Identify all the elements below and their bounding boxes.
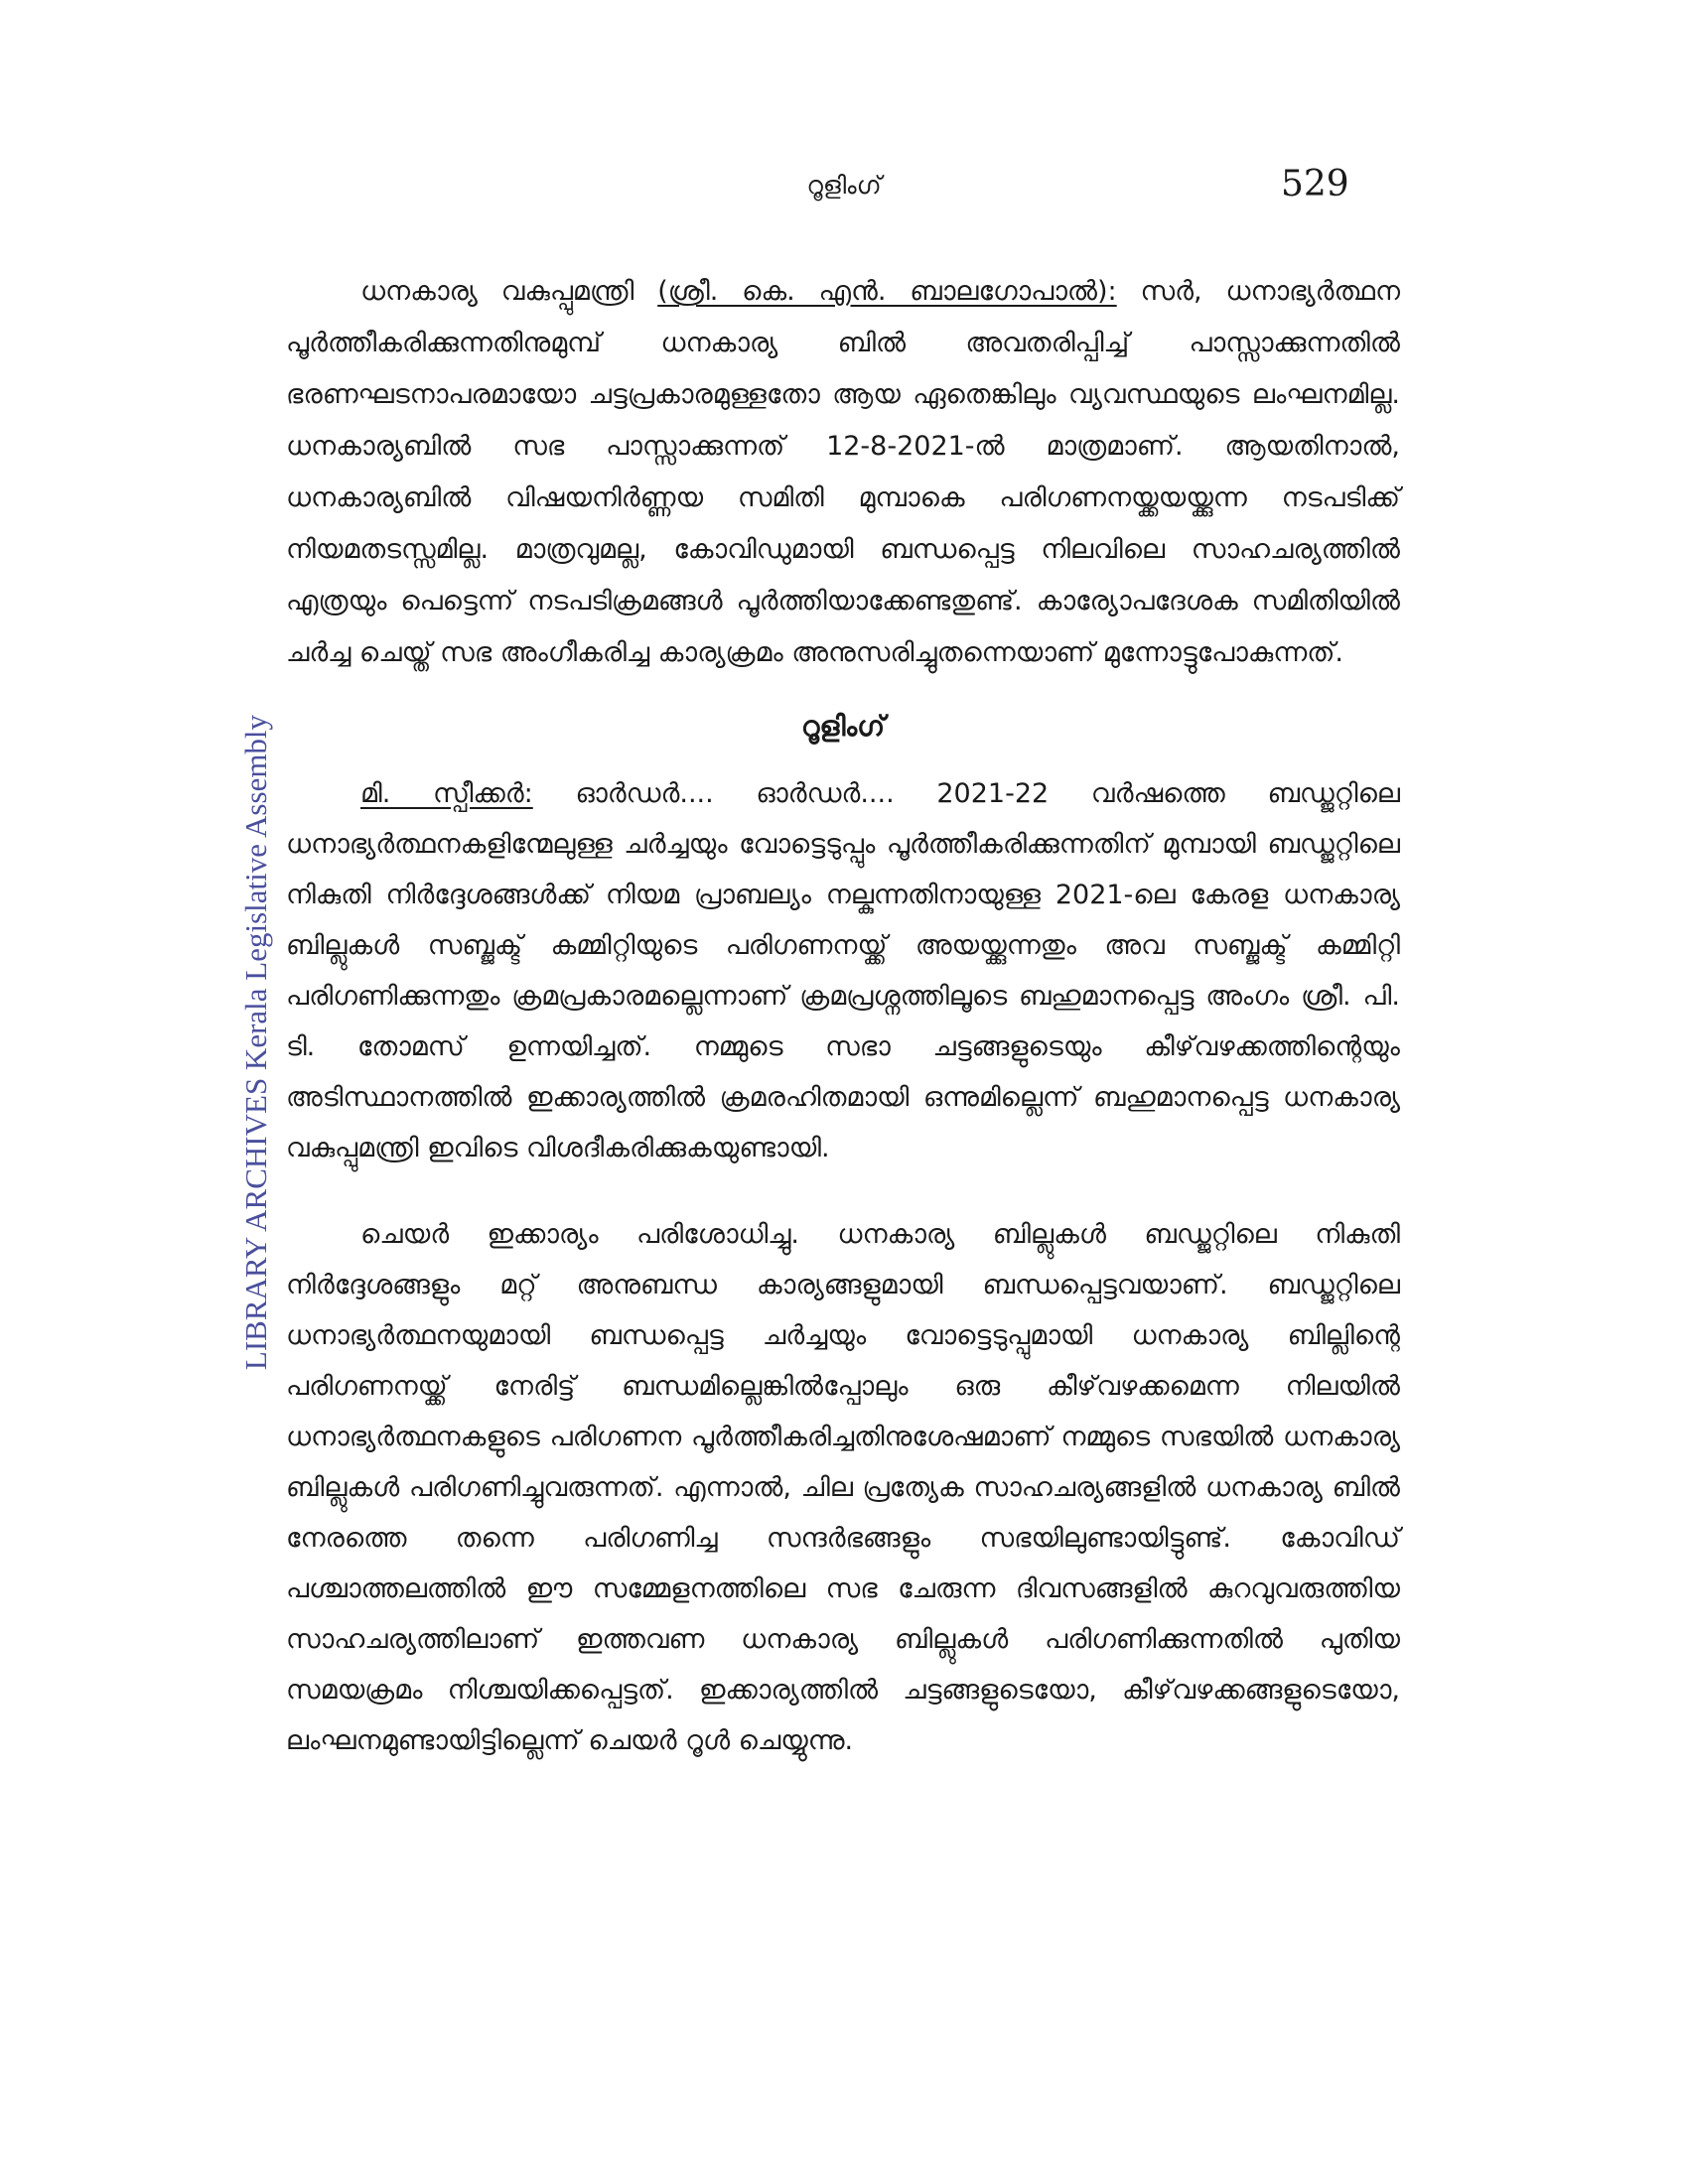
paragraph-spacer [286,1173,1400,1209]
section-heading: റൂളിംഗ് [800,710,886,743]
speaker-prefix: ധനകാര്യ വകുപ്പുമന്ത്രി [360,276,658,307]
ruling-intro-text: ഓർഡർ.... ഓർഡർ.... 2021-22 വർഷത്തെ ബഡ്ജറ്റിലെ ധനാഭ്യർത്ഥനകളിന്മേലുള്ള ചർച്ചയും വോട്ടെടുപ്പും പൂർത്തീകരിക്കുന്നതിന് മുമ്പായി ബഡ്ജറ്റിലെ നികുതി നിർദ്ദേശങ്ങൾക്ക് നിയമ പ്രാബല്യം നല്കുന്നതിനായുള്ള 2021-ലെ കേരള ധനകാര്യ ബില്ലുകൾ സബ്ജക്ട് കമ്മിറ്റിയുടെ പരിഗണനയ്ക്ക് അയയ്ക്കുന്നതും അവ സബ്ജക്ട് കമ്മിറ്റി പരിഗണിക്കുന്നതും ക്രമപ്രകാരമല്ലെന്നാണ് ക്രമപ്രശ്നത്തിലൂടെ ബഹുമാനപ്പെട്ട അംഗം ശ്രീ. പി. ടി. തോമസ് ഉന്നയിച്ചത്. നമ്മുടെ സഭാ ചട്ടങ്ങളുടെയും കീഴ്‌വഴക്കത്തിന്റെയും അടിസ്ഥാനത്തിൽ ഇക്കാര്യത്തിൽ ക്രമരഹിതമായി ഒന്നുമില്ലെന്ന് ബഹുമാനപ്പെട്ട ധനകാര്യ വകുപ്പുമന്ത്രി ഇവിടെ വിശദീകരിക്കുകയുണ്ടായി. [286,778,1400,1163]
minister-statement [286,266,1400,679]
speaker-name-minister: (ശ്രീ. കെ. എൻ. ബാലഗോപാൽ): [657,276,1117,307]
speaker-ruling-intro [286,768,1400,1173]
chair-ruling: ചെയർ ഇക്കാര്യം പരിശോധിച്ചു. ധനകാര്യ ബില്ലുകൾ ബഡ്ജറ്റിലെ നികുതി നിർദ്ദേശങ്ങളും മറ്റ് അനുബന്ധ കാര്യങ്ങളുമായി ബന്ധപ്പെട്ടവയാണ്. ബഡ്ജറ്റിലെ ധനാഭ്യർത്ഥനയുമായി ബന്ധപ്പെട്ട ചർച്ചയും വോട്ടെടുപ്പുമായി ധനകാര്യ ബില്ലിന്റെ പരിഗണനയ്ക്ക് നേരിട്ട് ബന്ധമില്ലെങ്കിൽപ്പോലും ഒരു കീഴ്‌വഴക്കമെന്ന നിലയിൽ ധനാഭ്യർത്ഥനകളുടെ പരിഗണന പൂർത്തീകരിച്ചതിനുശേഷമാണ് നമ്മുടെ സഭയിൽ ധനകാര്യ ബില്ലുകൾ പരിഗണിച്ചുവരുന്നത്. എന്നാൽ, ചില പ്രത്യേക സാഹചര്യങ്ങളിൽ ധനകാര്യ ബിൽ നേരത്തെ തന്നെ പരിഗണിച്ച സന്ദർഭങ്ങളും സഭയിലുണ്ടായിട്ടുണ്ട്. കോവിഡ് പശ്ചാത്തലത്തിൽ ഈ സമ്മേളനത്തിലെ സഭ ചേരുന്ന ദിവസങ്ങളിൽ കുറവുവരുത്തിയ സാഹചര്യത്തിലാണ് ഇത്തവണ ധനകാര്യ ബില്ലുകൾ പരിഗണിക്കുന്നതിൽ പുതിയ സമയക്രമം നിശ്ചയിക്കപ്പെട്ടത്. ഇക്കാര്യത്തിൽ ചട്ടങ്ങളുടെയോ, കീഴ്‌വഴക്കങ്ങളുടെയോ, ലംഘനമുണ്ടായിട്ടില്ലെന്ന് ചെയർ റൂൾ ചെയ്യുന്നു. [286,1219,1400,1756]
document-body [286,266,1400,1766]
statement-text: സർ, ധനാഭ്യർത്ഥന പൂർത്തീകരിക്കുന്നതിനുമുമ്പ് ധനകാര്യ ബിൽ അവതരിപ്പിച്ച് പാസ്സാക്കുന്നതിൽ ഭരണഘടനാപരമായോ ചട്ടപ്രകാരമുള്ളതോ ആയ ഏതെങ്കിലും വ്യവസ്ഥയുടെ ലംഘനമില്ല. ധനകാര്യബിൽ സഭ പാസ്സാക്കുന്നത് 12-8-2021-ൽ മാത്രമാണ്. ആയതിനാൽ, ധനകാര്യബിൽ വിഷയനിർണ്ണയ സമിതി മുമ്പാകെ പരിഗണനയ്ക്കയയ്ക്കുന്ന നടപടിക്ക് നിയമതടസ്സമില്ല. മാത്രവുമല്ല, കോവിഡുമായി ബന്ധപ്പെട്ട നിലവിലെ സാഹചര്യത്തിൽ എത്രയും പെട്ടെന്ന് നടപടിക്രമങ്ങൾ പൂർത്തിയാക്കേണ്ടതുണ്ട്. കാര്യോപദേശക സമിതിയിൽ ചർച്ച ചെയ്ത് സഭ അംഗീകരിച്ച കാര്യക്രമം അനുസരിച്ചുതന്നെയാണ് മുന്നോട്ടുപോകുന്നത്. [286,276,1401,668]
archive-watermark: LIBRARY ARCHIVES Kerala Legislative Assembly [238,714,273,1371]
page-number: 529 [1281,164,1349,205]
running-header: റൂളിംഗ് [806,171,882,200]
speaker-name-chair: മി. സ്പീക്കർ: [360,778,533,809]
